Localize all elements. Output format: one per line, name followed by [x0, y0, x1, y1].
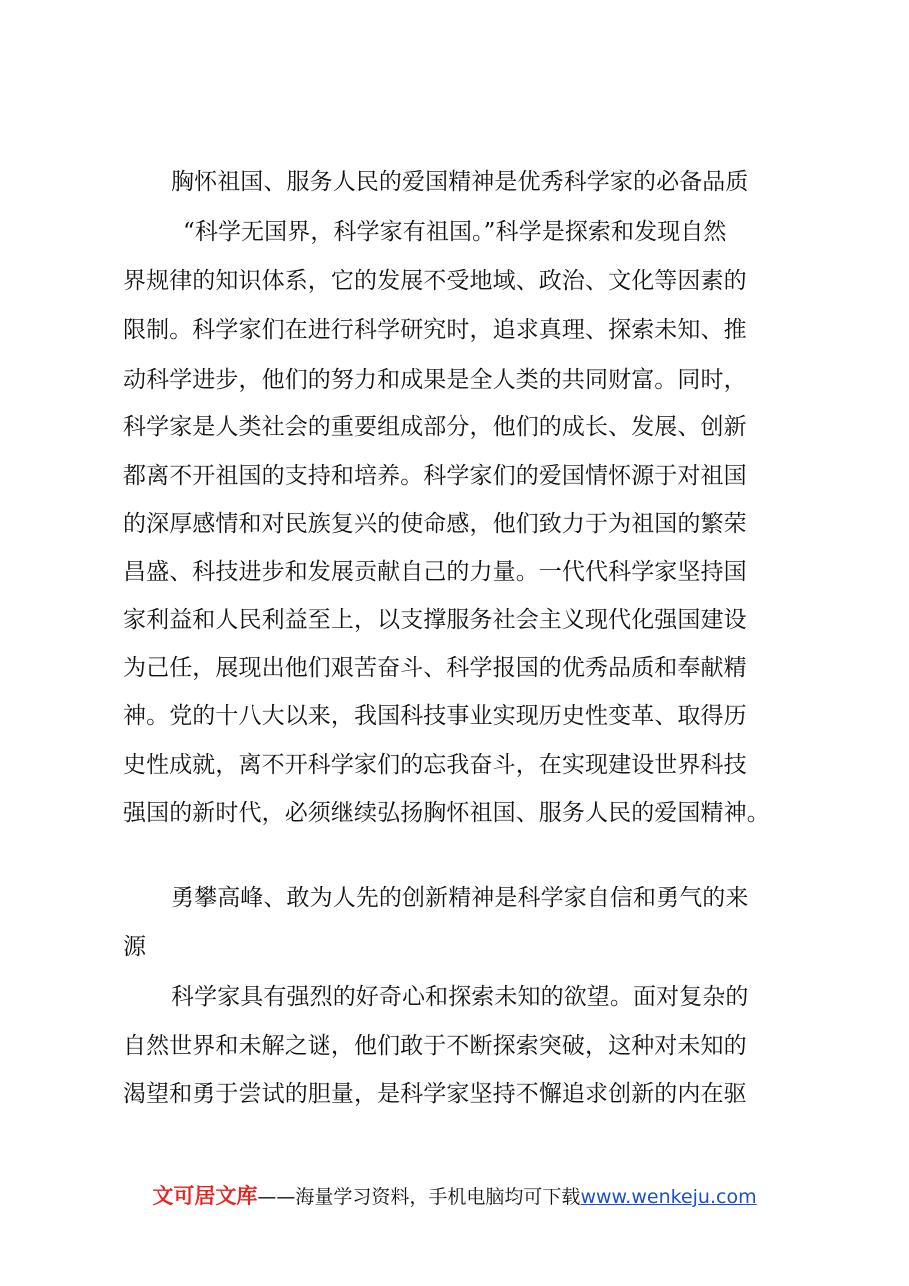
paragraph-1-line-11: 神。党的十八大以来，我国科技事业实现历史性变革、取得历	[123, 703, 747, 729]
paragraph-1-line-1: “科学无国界，科学家有祖国。”科学是探索和发现自然	[183, 219, 727, 245]
paragraph-2-line-2: 自然世界和未解之谜，他们敢于不断探索突破，这种对未知的	[123, 1033, 747, 1059]
footer-brand: 文可居文库	[152, 1184, 258, 1208]
heading-1: 胸怀祖国、服务人民的爱国精神是优秀科学家的必备品质	[171, 169, 749, 195]
paragraph-1-line-13: 强国的新时代，必须继续弘扬胸怀祖国、服务人民的爱国精神。	[123, 800, 770, 826]
paragraph-1-line-12: 史性成就，离不开科学家们的忘我奋斗，在实现建设世界科技	[123, 752, 747, 778]
paragraph-1-line-8: 昌盛、科技进步和发展贡献自己的力量。一代代科学家坚持国	[123, 559, 747, 585]
footer-website-link[interactable]: www.wenkeju.com	[580, 1186, 757, 1208]
heading-2-line-2: 源	[123, 934, 147, 960]
paragraph-1-line-6: 都离不开祖国的支持和培养。科学家们的爱国情怀源于对祖国	[123, 463, 747, 489]
paragraph-2-line-1: 科学家具有强烈的好奇心和探索未知的欲望。面对复杂的	[171, 984, 749, 1010]
paragraph-1-line-7: 的深厚感情和对民族复兴的使命感，他们致力于为祖国的繁荣	[123, 511, 747, 537]
paragraph-1-line-10: 为己任，展现出他们艰苦奋斗、科学报国的优秀品质和奉献精	[123, 655, 747, 681]
footer-banner	[0, 1182, 909, 1211]
paragraph-1-line-2: 界规律的知识体系，它的发展不受地域、政治、文化等因素的	[123, 268, 747, 294]
paragraph-1-line-4: 动科学进步，他们的努力和成果是全人类的共同财富。同时，	[123, 367, 747, 393]
paragraph-2-line-3: 渴望和勇于尝试的胆量，是科学家坚持不懈追求创新的内在驱	[123, 1081, 747, 1107]
paragraph-1-line-9: 家利益和人民利益至上，以支撑服务社会主义现代化强国建设	[123, 607, 747, 633]
paragraph-1-line-5: 科学家是人类社会的重要组成部分，他们的成长、发展、创新	[123, 414, 747, 440]
footer-tagline: ——海量学习资料，手机电脑均可下载	[257, 1186, 581, 1208]
heading-2-line-1: 勇攀高峰、敢为人先的创新精神是科学家自信和勇气的来	[171, 885, 749, 911]
paragraph-1-line-3: 限制。科学家们在进行科学研究时，追求真理、探索未知、推	[123, 317, 747, 343]
